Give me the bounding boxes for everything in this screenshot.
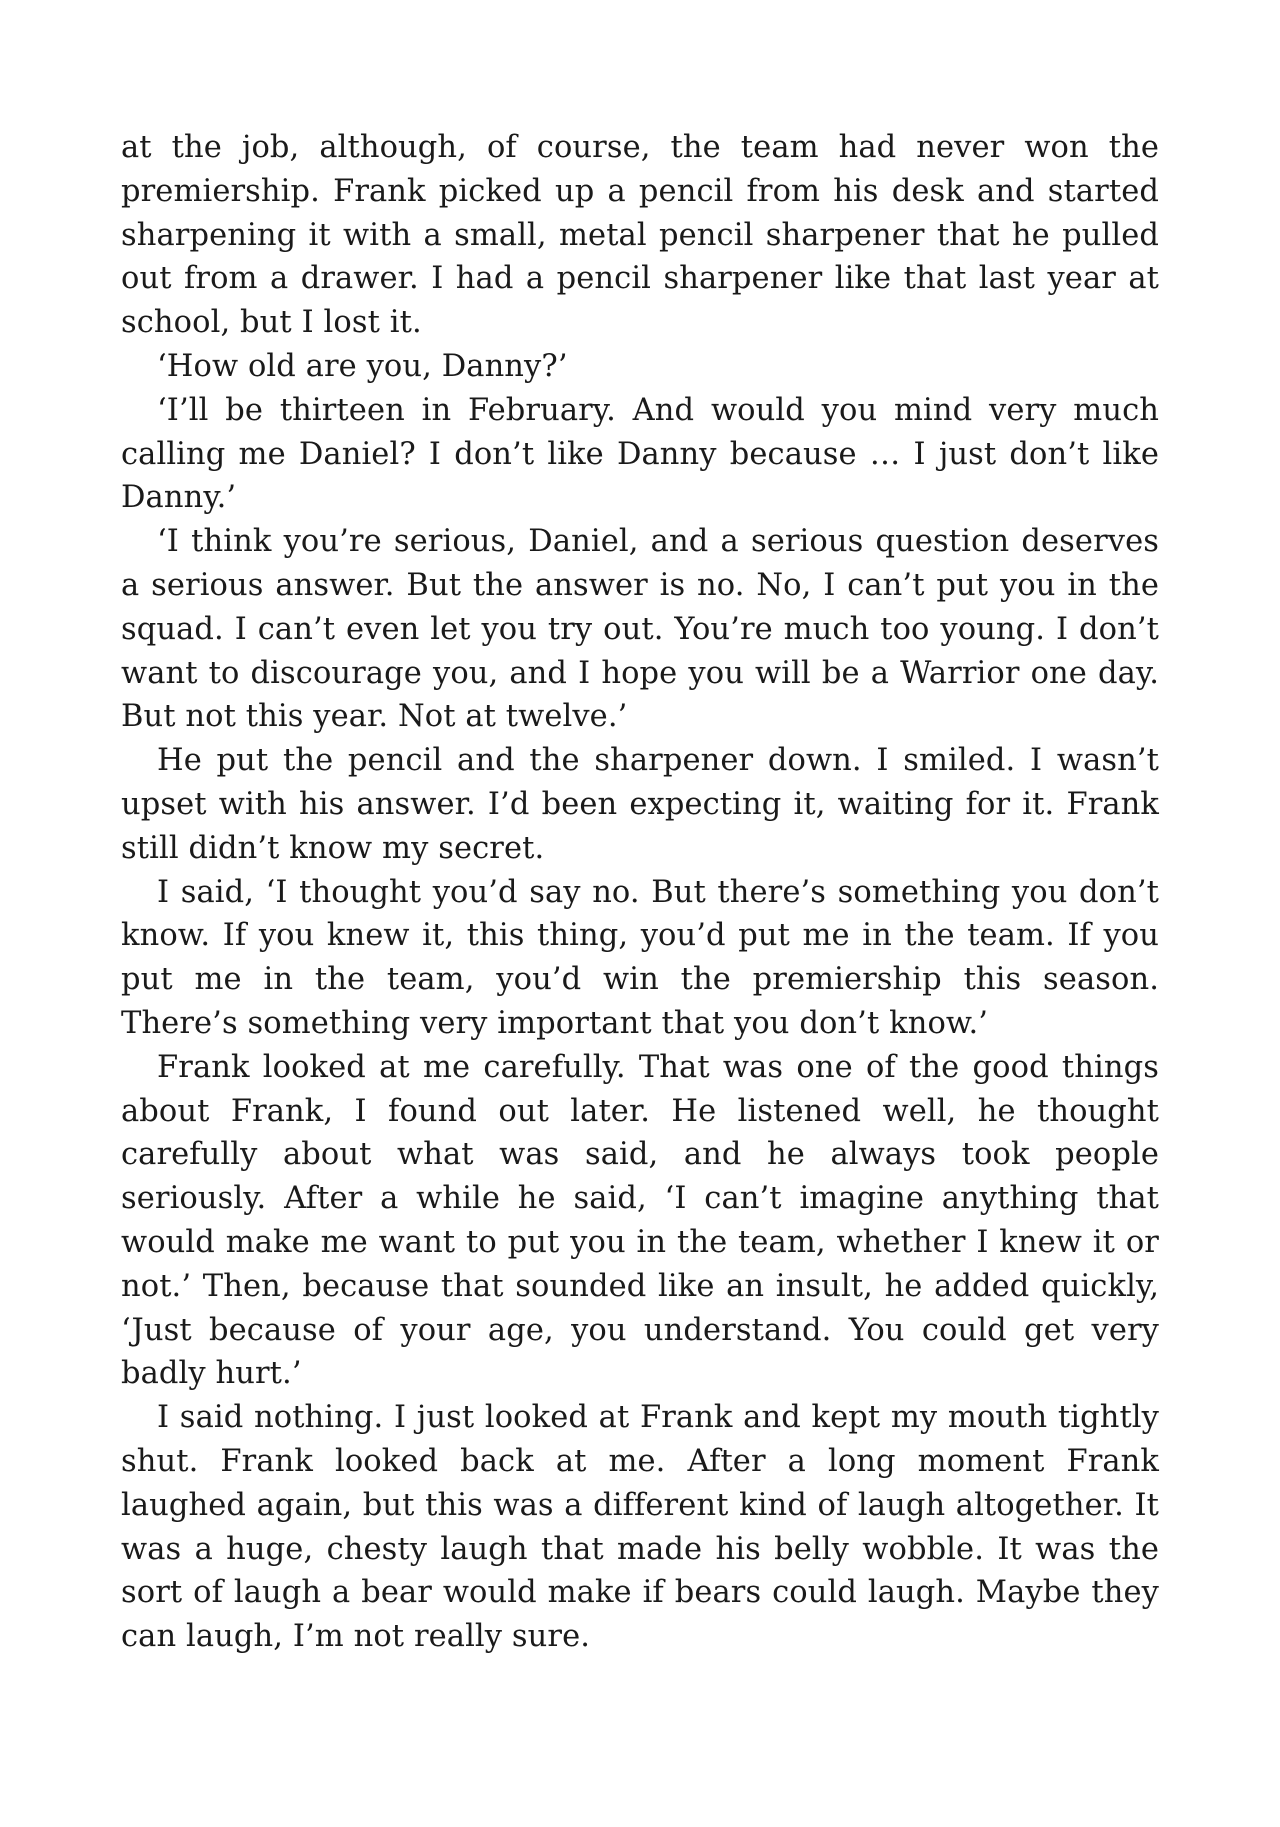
paragraph: I said nothing. I just looked at Frank and kept my mouth tightly shut. Frank looked back at me. After a long moment Frank laughed again, but this was a different kind of laugh altogether. It was a huge, chesty laugh that made his belly wobble. It was the sort of laugh a bear would make if bears could laugh. Maybe they can laugh, I’m not really sure. <box>121 1400 1159 1655</box>
paragraph-continuation: at the job, although, of course, the team had never won the premiership. Frank picked up a pencil from his desk and started sharpening it with a small, metal pencil sharpener that he pulled out from a drawer. I had a pencil sharpener like that last year at school, but I lost it. <box>121 130 1159 341</box>
paragraph: He put the pencil and the sharpener down. I smiled. I wasn’t upset with his answer. I’d been expecting it, waiting for it. Frank still didn’t know my secret. <box>121 743 1159 866</box>
paragraph: ‘How old are you, Danny?’ <box>157 348 568 384</box>
paragraph: Frank looked at me carefully. That was one of the good things about Frank, I found out later. He listened well, he thought carefully about what was said, and he always took people seriously. After a while he said, ‘I can’t imagine anything that would make me want to put you in the team, whether I knew it or not.’ Then, because that sounded like an insult, he added quickly, ‘Just because of your age, you understand. You could get very badly hurt.’ <box>121 1049 1159 1392</box>
book-page <box>121 126 1159 1659</box>
paragraph: ‘I think you’re serious, Daniel, and a serious question deserves a serious answer. But the answer is no. No, I can’t put you in the squad. I can’t even let you try out. You’re much too young. I don’t want to discourage you, and I hope you will be a Warrior one day. But not this year. Not at twelve.’ <box>121 524 1159 735</box>
paragraph: ‘I’ll be thirteen in February. And would you mind very much calling me Daniel? I don’t like Danny because … I just don’t like Danny.’ <box>121 392 1159 516</box>
paragraph: I said, ‘I thought you’d say no. But there’s something you don’t know. If you knew it, this thing, you’d put me in the team. If you put me in the team, you’d win the premiership this season. There’s something very important that you don’t know.’ <box>121 874 1159 1041</box>
